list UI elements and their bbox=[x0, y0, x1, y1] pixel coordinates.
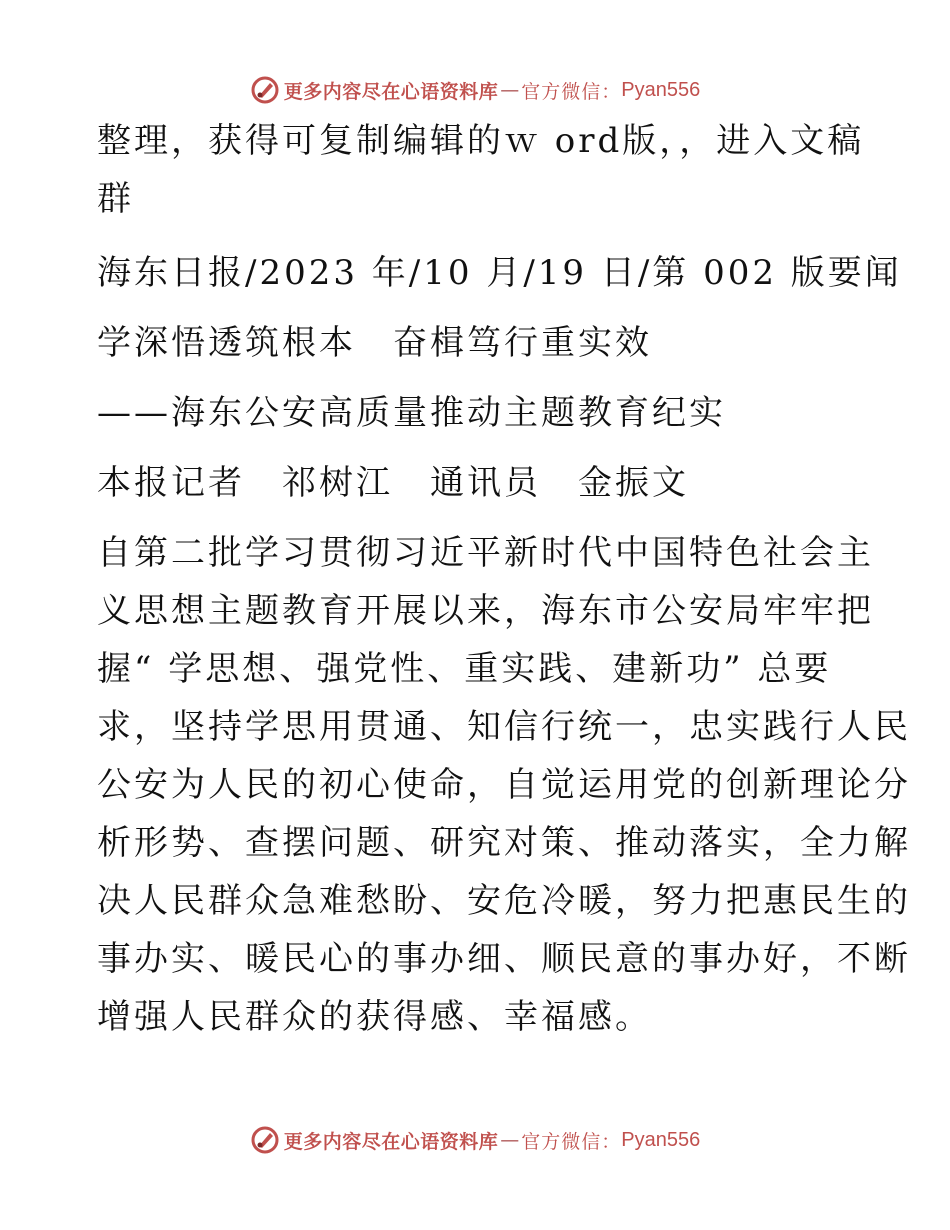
headline: 学深悟透筑根本 奋楫笃行重实效 bbox=[97, 323, 652, 363]
body-line: 决人民群众急难愁盼、安危冷暖，努力把惠民生的 bbox=[97, 881, 911, 921]
body-line: 增强人民群众的获得感、幸福感。 bbox=[97, 997, 652, 1037]
banner-text: 更多内容尽在心语资料库 bbox=[283, 80, 499, 103]
header-banner bbox=[0, 70, 950, 110]
footer-banner bbox=[0, 1120, 950, 1160]
body-line: 析形势、查摆问题、研究对策、推动落实，全力解 bbox=[97, 823, 911, 863]
banner-official-label: 官方微信： bbox=[521, 80, 622, 103]
body-line: 求，坚持学思用贯通、知信行统一，忠实践行人民 bbox=[97, 707, 911, 747]
source-line: 海东日报/2023 年/10 月/19 日/第 002 版要闻 bbox=[97, 253, 902, 293]
intro-line-1: 整理，获得可复制编辑的ｗ ord版，，进入文稿 bbox=[97, 121, 865, 161]
byline: 本报记者 祁树江 通讯员 金振文 bbox=[97, 463, 689, 503]
banner-dash: — bbox=[500, 1129, 520, 1151]
banner-wechat-id: Pyan556 bbox=[621, 78, 701, 101]
logo-icon bbox=[250, 75, 280, 105]
body-line: 义思想主题教育开展以来，海东市公安局牢牢把 bbox=[97, 591, 874, 631]
body-paragraph bbox=[97, 524, 911, 1046]
body-line: 自第二批学习贯彻习近平新时代中国特色社会主 bbox=[97, 533, 874, 573]
logo-icon bbox=[250, 1125, 280, 1155]
banner-dash: — bbox=[500, 79, 520, 101]
subheadline: ——海东公安高质量推动主题教育纪实 bbox=[97, 393, 726, 433]
body-line: 公安为人民的初心使命，自觉运用党的创新理论分 bbox=[97, 765, 911, 805]
banner-official-label: 官方微信： bbox=[521, 1130, 622, 1153]
banner-text: 更多内容尽在心语资料库 bbox=[283, 1130, 499, 1153]
body-line: 握“ 学思想、强党性、重实践、建新功” 总要 bbox=[97, 649, 832, 689]
banner-wechat-id: Pyan556 bbox=[621, 1128, 701, 1151]
body-line: 事办实、暖民心的事办细、顺民意的事办好，不断 bbox=[97, 939, 911, 979]
intro-line-2: 群 bbox=[97, 179, 134, 219]
document-body bbox=[97, 112, 911, 1046]
